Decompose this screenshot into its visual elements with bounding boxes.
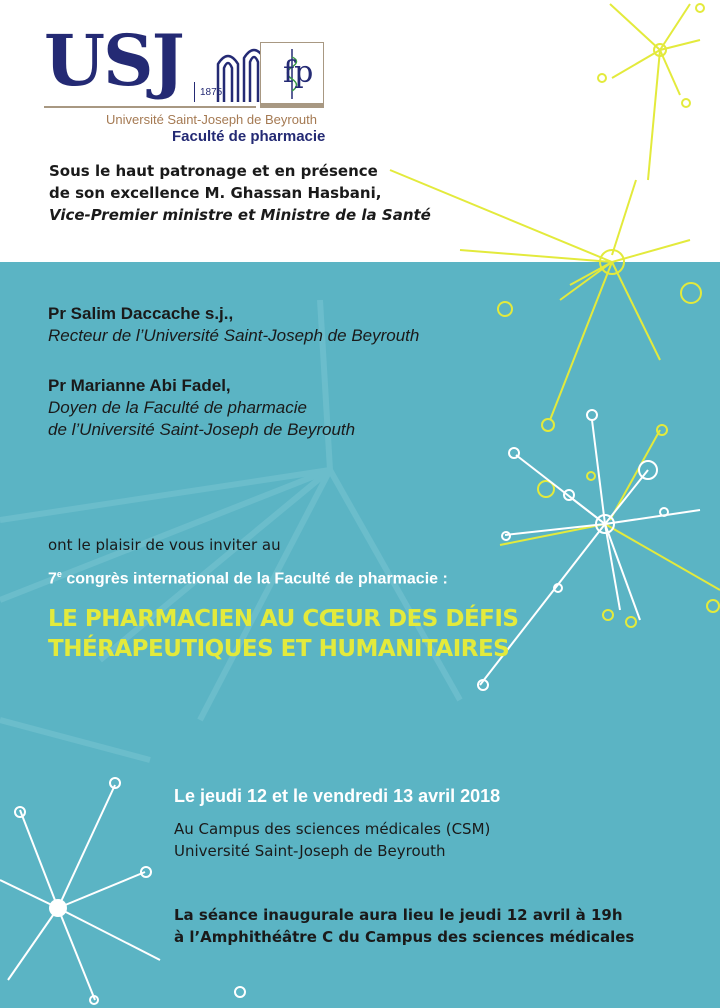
event-venue (174, 818, 490, 862)
congress-number: 7 (48, 570, 57, 588)
host-role-cont: de l’Université Saint-Joseph de Beyrouth (48, 420, 356, 439)
event-dates: Le jeudi 12 et le vendredi 13 avril 2018 (174, 786, 501, 806)
invite-text: ont le plaisir de vous inviter au (48, 536, 281, 554)
host-rector (48, 303, 419, 347)
host-role: Recteur de l’Université Saint-Joseph de Beyrouth (48, 326, 420, 345)
fp-rule (260, 104, 324, 108)
host-dean (48, 375, 355, 441)
congress-title (48, 569, 448, 588)
founding-year: 1875 (200, 87, 223, 98)
headline-line-1: LE PHARMACIEN AU CŒUR DES DÉFIS (48, 606, 519, 632)
inaugural-line-2: à l’Amphithéâtre C du Campus des sciences médicales (174, 928, 635, 946)
faculty-name: Faculté de pharmacie (172, 128, 326, 145)
venue-line-2: Université Saint-Joseph de Beyrouth (174, 842, 446, 860)
congress-text: congrès international de la Faculté de pharmacie : (61, 570, 448, 588)
fp-letters: fp (283, 55, 314, 90)
congress-headline (48, 604, 519, 664)
university-name: Université Saint-Joseph de Beyrouth (106, 112, 318, 127)
usj-wordmark: USJ (44, 19, 183, 102)
patronage-block (49, 160, 431, 226)
host-role: Doyen de la Faculté de pharmacie (48, 398, 307, 417)
host-name: Pr Marianne Abi Fadel, (48, 376, 231, 395)
host-name: Pr Salim Daccache s.j., (48, 304, 234, 323)
inaugural-line-1: La séance inaugurale aura lieu le jeudi 12 avril à 19h (174, 906, 623, 924)
patronage-line-2: de son excellence M. Ghassan Hasbani, (49, 184, 382, 202)
logo-rule (44, 106, 256, 108)
congress-suffix: e (56, 569, 62, 579)
venue-line-1: Au Campus des sciences médicales (CSM) (174, 820, 491, 838)
inaugural-session (174, 904, 634, 948)
patronage-line-3: Vice-Premier ministre et Ministre de la Santé (49, 206, 431, 224)
headline-line-2: THÉRAPEUTIQUES ET HUMANITAIRES (48, 636, 510, 662)
patronage-line-1: Sous le haut patronage et en présence (49, 162, 378, 180)
